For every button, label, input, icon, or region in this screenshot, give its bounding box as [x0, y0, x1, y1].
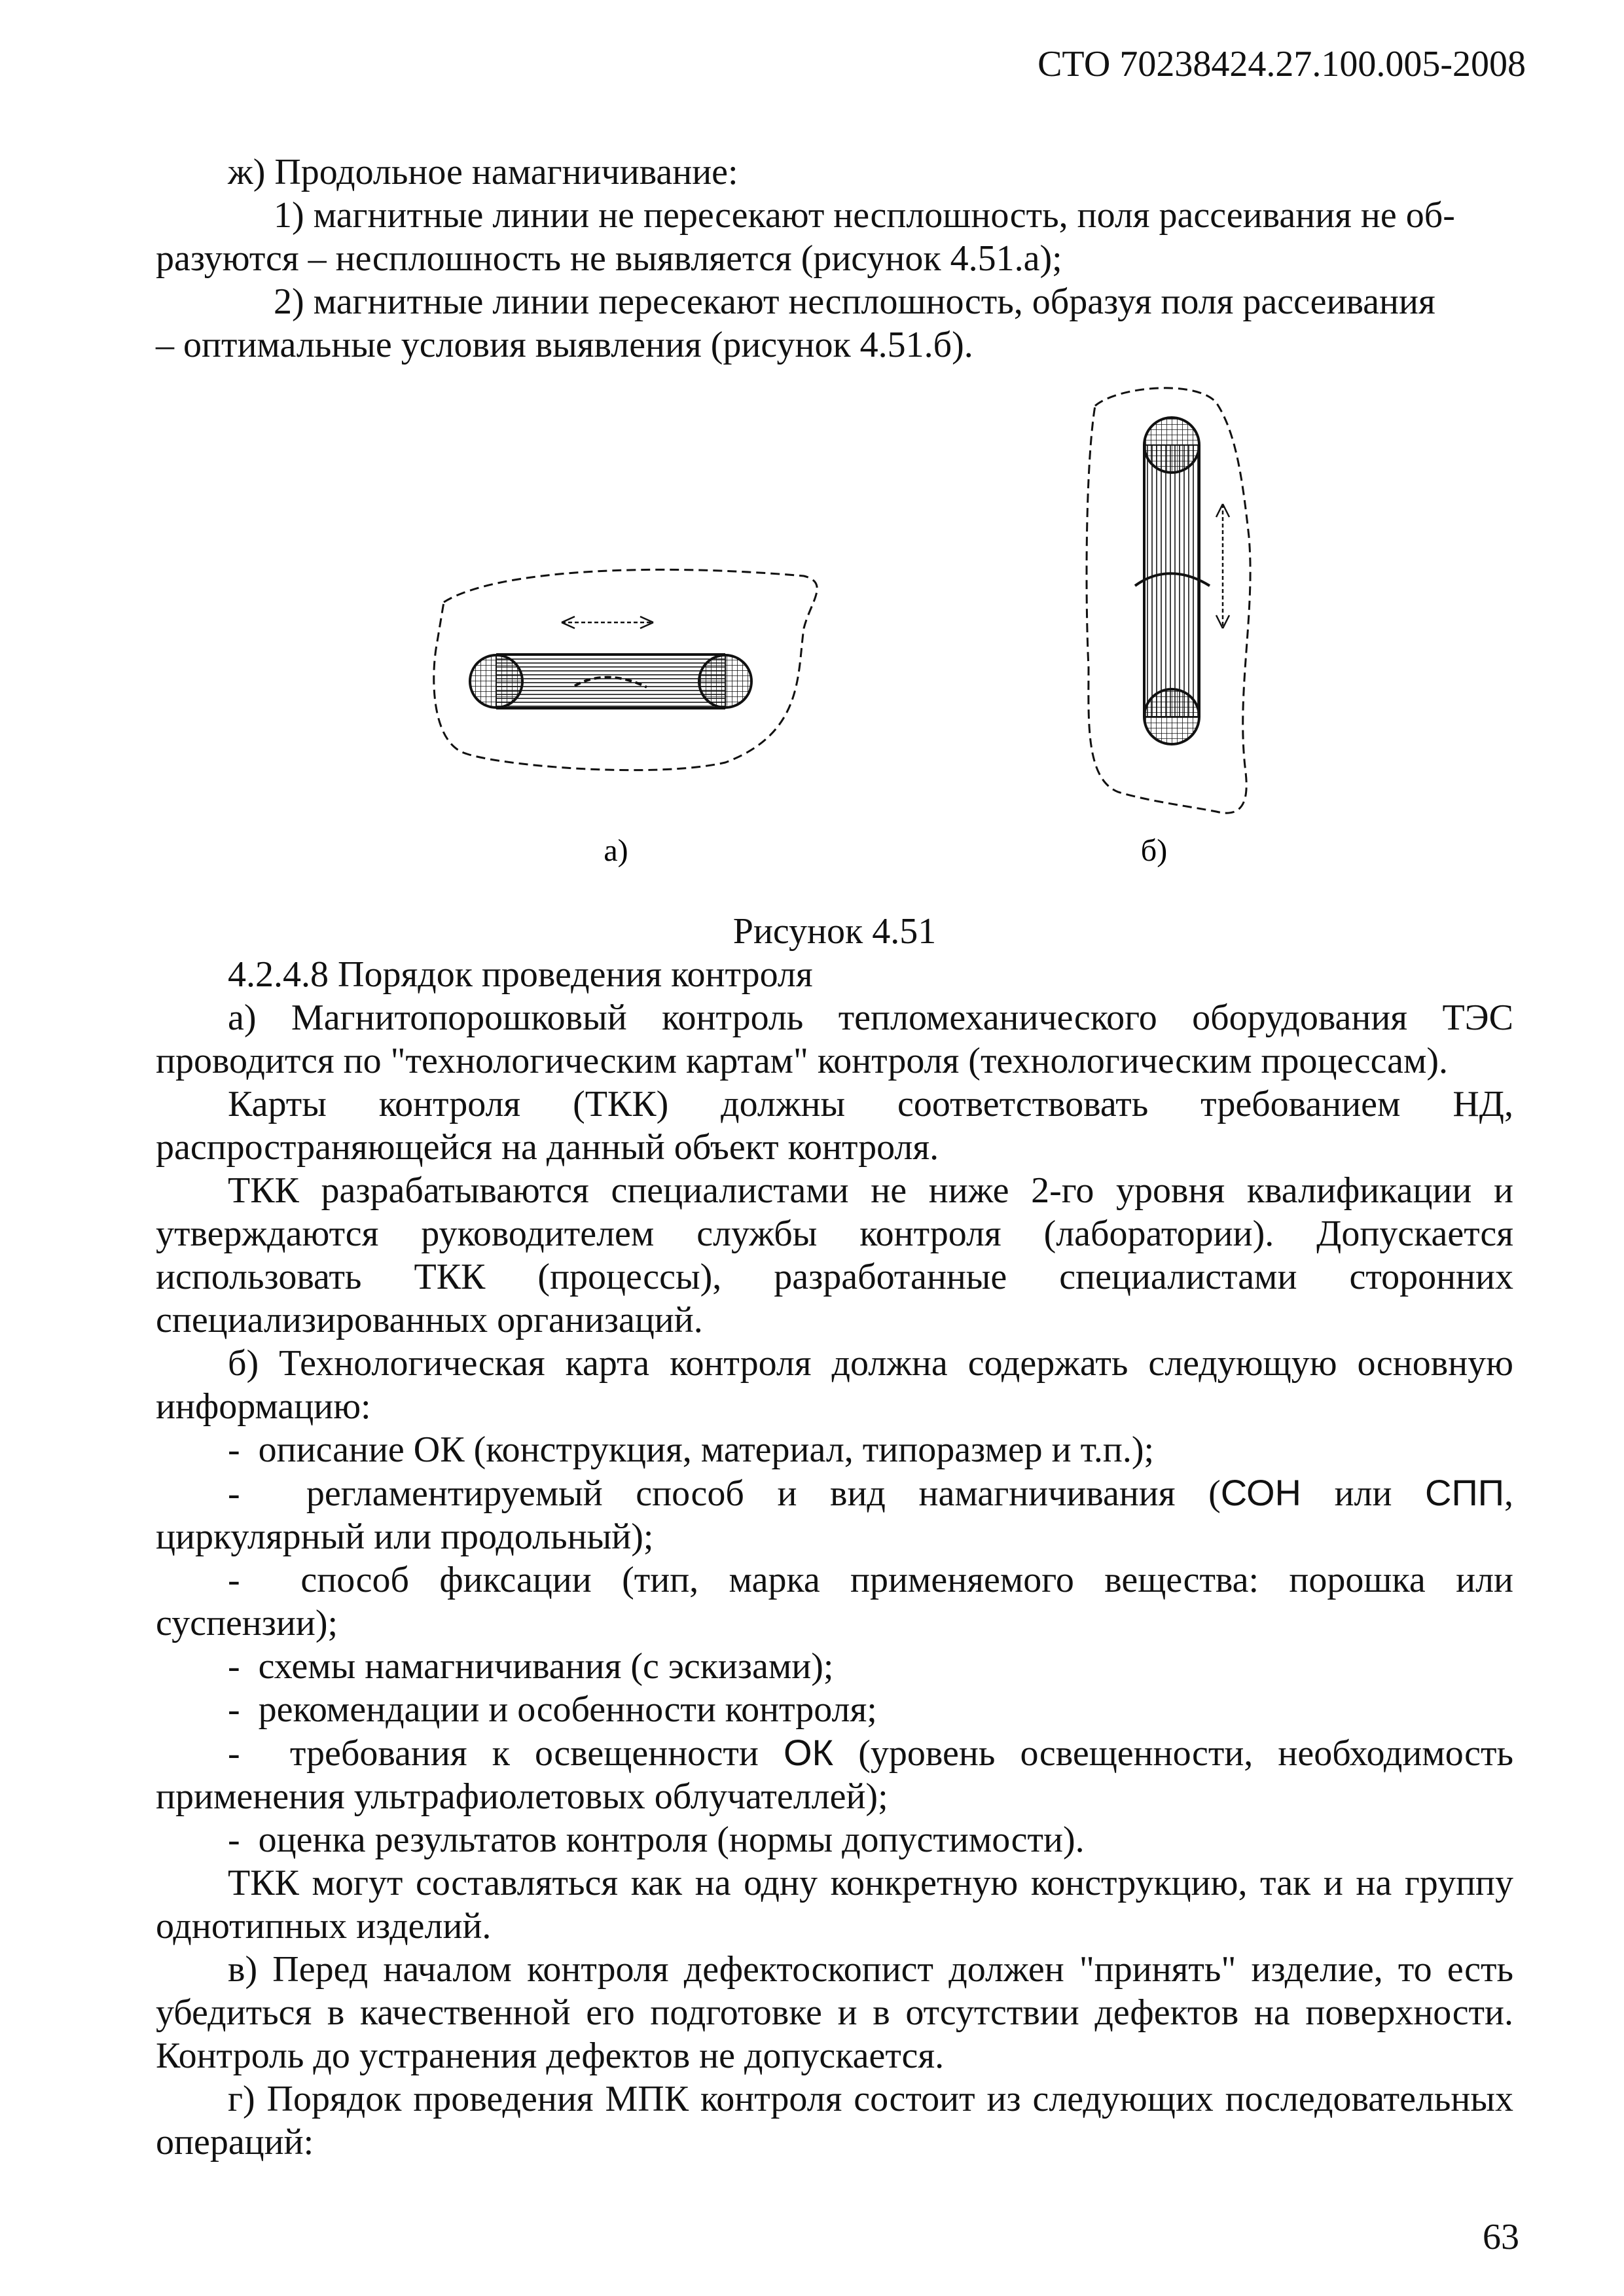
paragraph-g: г) Порядок проведения МПК контроля состоит из следующих последовательных операций:: [156, 2079, 1513, 2162]
list-item: [156, 1688, 1513, 1731]
list-dash: -: [228, 1429, 240, 1470]
paragraph-tkk-3: ТКК могут составляться как на одну конкретную конструкцию, так и на группу однотипных изделий.: [156, 1863, 1513, 1946]
paragraph-a: а) Магнитопорошковый контроль тепломеханического оборудования ТЭС проводится по "технологическим картам" контроля (технологическим процессам).: [156, 997, 1513, 1081]
list-item-text: оценка результатов контроля (нормы допустимости).: [258, 1820, 1085, 1860]
list-item: [156, 1471, 1513, 1558]
list-item-text: схемы намагничивания (с эскизами);: [258, 1646, 834, 1687]
figure-label-a: а): [604, 833, 628, 868]
paragraph-v: в) Перед началом контроля дефектоскопист должен "принять" изделие, то есть убедиться в качественной его подготовке и в отсутствии дефектов на поверхности. Контроль до устранения дефектов не допускается.: [156, 1949, 1513, 2076]
list-item: [156, 1558, 1513, 1645]
figure-caption: Рисунок 4.51: [732, 911, 937, 952]
list-dash: -: [228, 1820, 240, 1860]
list-dash: -: [228, 1689, 240, 1730]
list-item-text: требования к освещенности: [289, 1733, 784, 1774]
list-item-text: описание ОК (конструкция, материал, типоразмер и т.п.);: [258, 1429, 1155, 1470]
list-item-text: рекомендации и особенности контроля;: [258, 1689, 877, 1730]
list-dash: -: [228, 1646, 240, 1687]
page-number: 63: [1483, 2217, 1519, 2257]
list-item-text: или: [1301, 1473, 1426, 1514]
list-dash: -: [228, 1560, 240, 1600]
paragraph-b: б) Технологическая карта контроля должна содержать следующую основную информацию:: [156, 1343, 1513, 1427]
paragraph-tkk-1: Карты контроля (ТКК) должны соответствовать требованием НД, распространяющейся на данный объект контроля.: [156, 1084, 1513, 1168]
figure-label-b: б): [1140, 833, 1168, 868]
list-item-text: регламентируемый способ и вид намагничивания (: [306, 1473, 1221, 1514]
figure-a-drawing: [434, 569, 817, 770]
section-title: 4.2.4.8 Порядок проведения контроля: [228, 954, 813, 995]
list-item: [156, 1731, 1513, 1818]
item2-line2: – оптимальные условия выявления (рисунок 4.51.б).: [156, 325, 973, 365]
list-item: [156, 1818, 1513, 1861]
list-item: [156, 1645, 1513, 1688]
figure-4-51: [156, 367, 1513, 1054]
list-item: [156, 1428, 1513, 1471]
figure-drawing: [156, 367, 1513, 1054]
page-body: [156, 151, 1513, 2164]
item1-line2: разуются – несплошность не выявляется (рисунок 4.51.а);: [156, 238, 1062, 279]
abbr-son: СОН: [1220, 1472, 1301, 1513]
document-number: СТО 70238424.27.100.005-2008: [1038, 44, 1526, 84]
item1-line1: 1) магнитные линии не пересекают несплошность, поля рассеивания не об-: [274, 195, 1455, 236]
paragraph-tkk-2: ТКК разрабатываются специалистами не ниже 2-го уровня квалификации и утверждаются руководителем службы контроля (лаборатории). Допускается использовать ТКК (процессы), разработанные специалистами сторонних специализированных организаций.: [156, 1170, 1513, 1340]
abbr-spp: СПП: [1425, 1472, 1504, 1513]
figure-b-drawing: [1087, 388, 1250, 813]
list-item-text: (уровень освещенности, необходимость применения ультрафиолетовых облучателлей);: [156, 1733, 1513, 1817]
list-item-text: , циркулярный или продольный);: [156, 1473, 1513, 1557]
abbr-ok: ОК: [783, 1732, 834, 1773]
heading-longitudinal: ж) Продольное намагничивание:: [228, 152, 738, 192]
list-item-text: способ фиксации (тип, марка применяемого вещества: порошка или суспензии);: [156, 1560, 1513, 1643]
list-dash: -: [228, 1473, 240, 1514]
list-dash: -: [228, 1733, 240, 1774]
item2-line1: 2) магнитные линии пересекают несплошность, образуя поля рассеивания: [274, 281, 1435, 322]
